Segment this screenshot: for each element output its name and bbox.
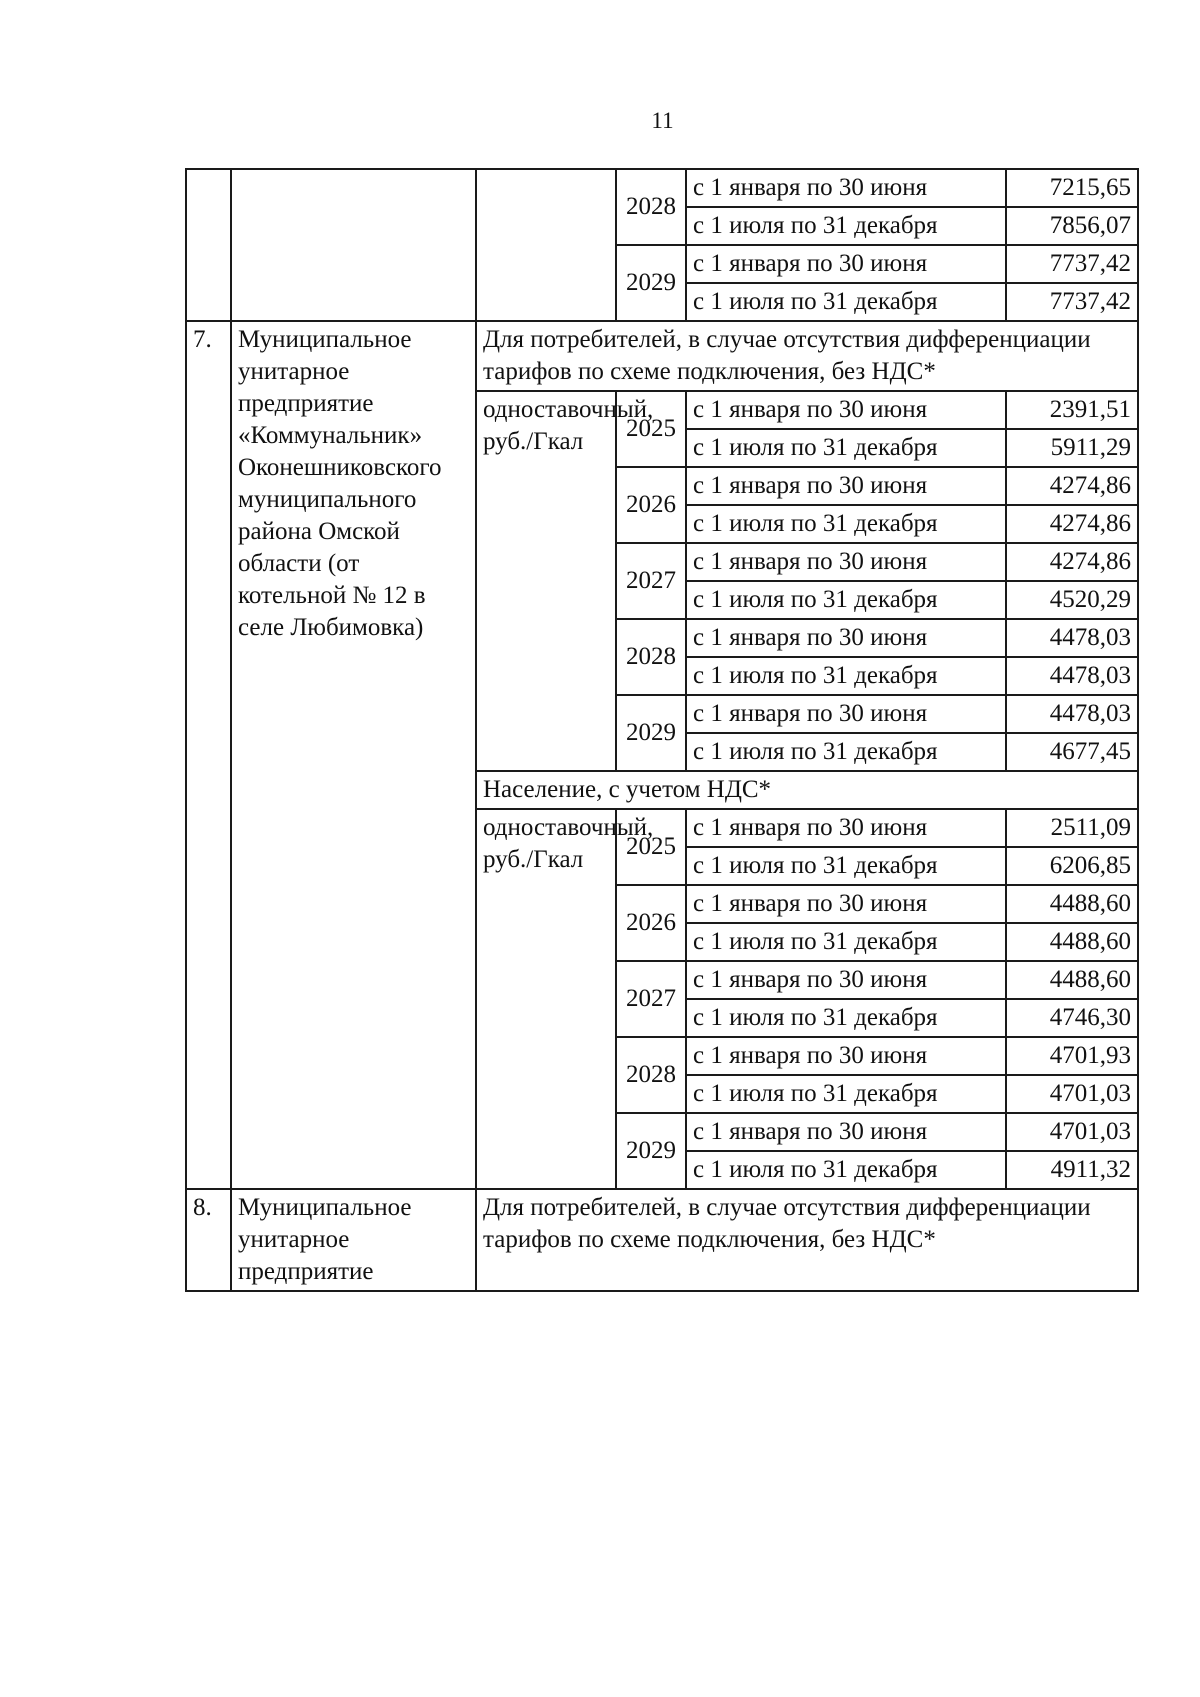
period-cell: с 1 января по 30 июня — [686, 695, 1006, 733]
value-cell: 4274,86 — [1006, 543, 1138, 581]
value-cell: 4677,45 — [1006, 733, 1138, 771]
value-cell: 4701,93 — [1006, 1037, 1138, 1075]
org-cell — [231, 169, 476, 321]
period-cell: с 1 января по 30 июня — [686, 809, 1006, 847]
period-cell: с 1 января по 30 июня — [686, 885, 1006, 923]
value-cell: 4520,29 — [1006, 581, 1138, 619]
period-cell: с 1 января по 30 июня — [686, 467, 1006, 505]
period-cell: с 1 января по 30 июня — [686, 619, 1006, 657]
period-cell: с 1 июля по 31 декабря — [686, 657, 1006, 695]
table-row — [186, 169, 1138, 207]
value-cell: 2511,09 — [1006, 809, 1138, 847]
number-cell — [186, 169, 231, 321]
period-cell: с 1 июля по 31 декабря — [686, 847, 1006, 885]
period-cell: с 1 января по 30 июня — [686, 1037, 1006, 1075]
period-cell: с 1 января по 30 июня — [686, 245, 1006, 283]
organization-name: Муниципальное унитарное предприятие «Коммунальник» Оконешниковского муниципального района Омской области (от котельной № 12 в селе Любимовка) — [231, 321, 476, 1189]
group-header: Население, с учетом НДС* — [476, 771, 1138, 809]
period-cell: с 1 июля по 31 декабря — [686, 733, 1006, 771]
year-cell: 2029 — [616, 1113, 686, 1189]
period-cell: с 1 июля по 31 декабря — [686, 283, 1006, 321]
period-cell: с 1 января по 30 июня — [686, 391, 1006, 429]
value-cell: 7215,65 — [1006, 169, 1138, 207]
period-cell: с 1 января по 30 июня — [686, 543, 1006, 581]
value-cell: 4274,86 — [1006, 505, 1138, 543]
tariff-table — [185, 168, 1139, 1292]
value-cell: 7856,07 — [1006, 207, 1138, 245]
table-body — [186, 169, 1138, 1291]
value-cell: 7737,42 — [1006, 283, 1138, 321]
value-cell: 4488,60 — [1006, 885, 1138, 923]
table-row — [186, 321, 1138, 391]
entry-number: 8. — [186, 1189, 231, 1291]
value-cell: 4488,60 — [1006, 923, 1138, 961]
year-cell: 2028 — [616, 169, 686, 245]
period-cell: с 1 июля по 31 декабря — [686, 207, 1006, 245]
value-cell: 7737,42 — [1006, 245, 1138, 283]
period-cell: с 1 июля по 31 декабря — [686, 429, 1006, 467]
period-cell: с 1 января по 30 июня — [686, 1113, 1006, 1151]
year-cell: 2028 — [616, 619, 686, 695]
table-row — [186, 1189, 1138, 1291]
value-cell: 2391,51 — [1006, 391, 1138, 429]
value-cell: 4701,03 — [1006, 1075, 1138, 1113]
year-cell: 2025 — [616, 391, 686, 467]
tariff-type-cell: одноставочный, руб./Гкал — [476, 809, 616, 1189]
value-cell: 4478,03 — [1006, 695, 1138, 733]
value-cell: 4478,03 — [1006, 657, 1138, 695]
group-header: Для потребителей, в случае отсутствия дифференциации тарифов по схеме подключения, без НДС* — [476, 1189, 1138, 1291]
group-header: Для потребителей, в случае отсутствия дифференциации тарифов по схеме подключения, без НДС* — [476, 321, 1138, 391]
period-cell: с 1 января по 30 июня — [686, 961, 1006, 999]
year-cell: 2029 — [616, 245, 686, 321]
value-cell: 4478,03 — [1006, 619, 1138, 657]
year-cell: 2027 — [616, 543, 686, 619]
year-cell: 2026 — [616, 467, 686, 543]
value-cell: 4701,03 — [1006, 1113, 1138, 1151]
year-cell: 2029 — [616, 695, 686, 771]
period-cell: с 1 июля по 31 декабря — [686, 923, 1006, 961]
year-cell: 2027 — [616, 961, 686, 1037]
period-cell: с 1 июля по 31 декабря — [686, 1151, 1006, 1189]
year-cell: 2028 — [616, 1037, 686, 1113]
entry-number: 7. — [186, 321, 231, 1189]
value-cell: 4274,86 — [1006, 467, 1138, 505]
page-number: 11 — [651, 108, 674, 133]
year-cell: 2026 — [616, 885, 686, 961]
tariff-type-cell — [476, 169, 616, 321]
value-cell: 4488,60 — [1006, 961, 1138, 999]
value-cell: 4746,30 — [1006, 999, 1138, 1037]
period-cell: с 1 января по 30 июня — [686, 169, 1006, 207]
period-cell: с 1 июля по 31 декабря — [686, 581, 1006, 619]
period-cell: с 1 июля по 31 декабря — [686, 999, 1006, 1037]
period-cell: с 1 июля по 31 декабря — [686, 1075, 1006, 1113]
value-cell: 5911,29 — [1006, 429, 1138, 467]
value-cell: 4911,32 — [1006, 1151, 1138, 1189]
value-cell: 6206,85 — [1006, 847, 1138, 885]
year-cell: 2025 — [616, 809, 686, 885]
tariff-type-cell: одноставочный, руб./Гкал — [476, 391, 616, 771]
period-cell: с 1 июля по 31 декабря — [686, 505, 1006, 543]
organization-name: Муниципальное унитарное предприятие — [231, 1189, 476, 1291]
